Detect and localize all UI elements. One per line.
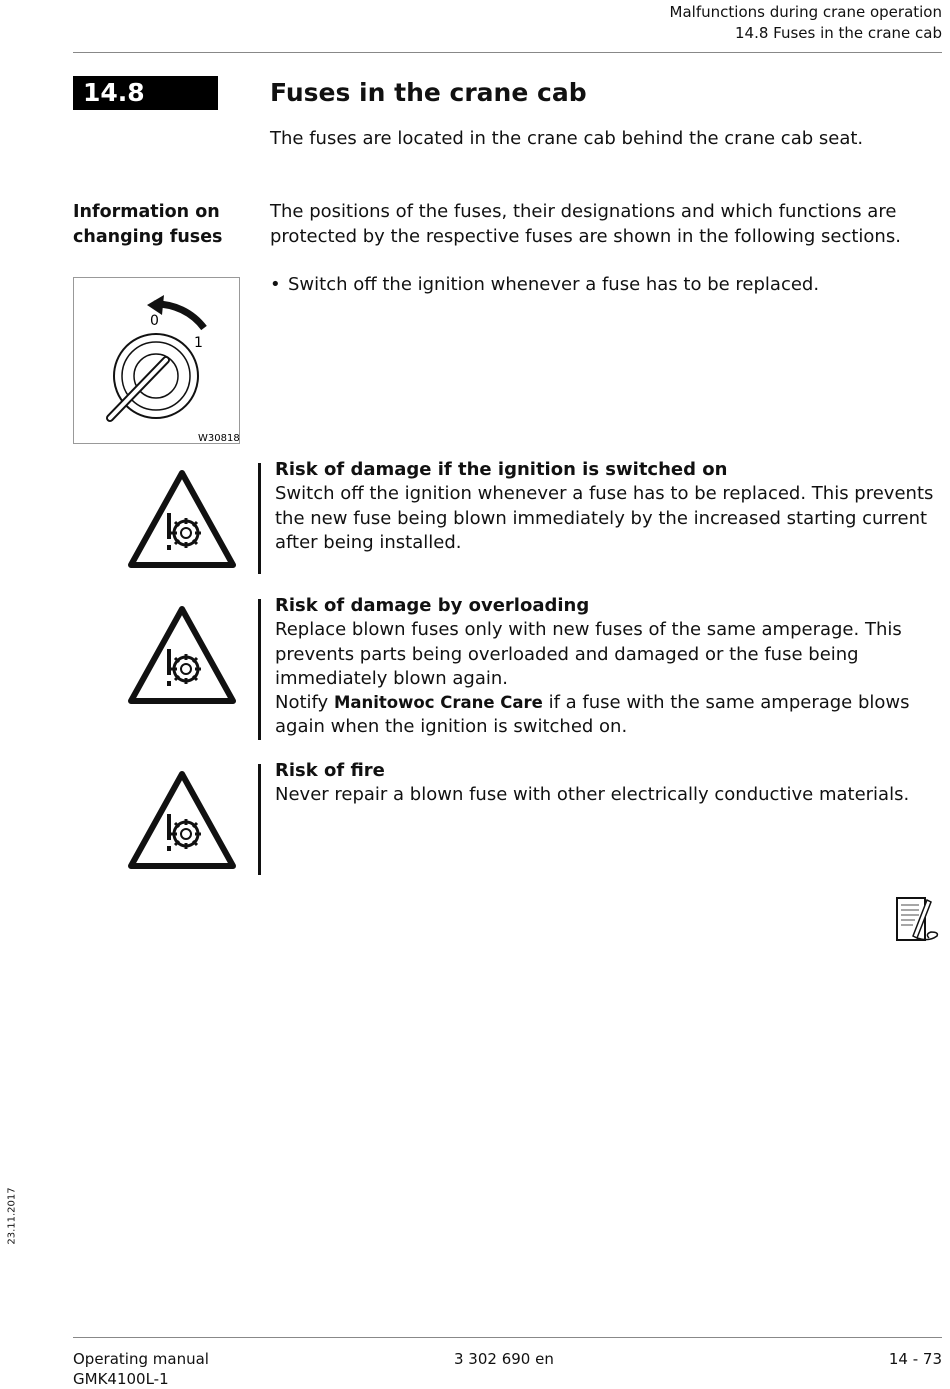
header-chapter: Malfunctions during crane operation xyxy=(669,3,942,21)
warning-text: Replace blown fuses only with new fuses of the same amperage. This prevents parts being overloaded and damaged or the fuse being immediately blown again. xyxy=(275,619,902,689)
date-stamp xyxy=(4,1186,20,1246)
figure-label-0: 0 xyxy=(150,313,159,329)
bullet-dot: • xyxy=(270,274,281,295)
figure-label-1: 1 xyxy=(194,335,203,351)
warning-fire xyxy=(275,759,947,808)
warning-bar xyxy=(258,764,261,875)
header-section: 14.8 Fuses in the crane cab xyxy=(734,24,942,42)
notes-icon xyxy=(895,896,941,948)
warning-text: Switch off the ignition whenever a fuse has to be replaced. This prevents the new fuse being blown immediately by the increased starting current after being installed. xyxy=(275,483,934,553)
warning-title: Risk of damage if the ignition is switched on xyxy=(275,459,728,480)
warning-ignition xyxy=(275,458,947,555)
section-title: Fuses in the crane cab xyxy=(270,78,587,107)
warning-title: Risk of damage by overloading xyxy=(275,595,590,616)
header-rule xyxy=(73,52,942,53)
warning-triangle-icon xyxy=(126,603,238,709)
section-number-box: 14.8 xyxy=(73,76,218,110)
notify-pre: Notify xyxy=(275,692,329,714)
warning-triangle-icon xyxy=(126,467,238,573)
side-heading-line1: Information on xyxy=(73,202,220,222)
running-header xyxy=(670,2,942,44)
warning-bar xyxy=(258,599,261,740)
ignition-key-icon xyxy=(74,278,239,443)
warning-triangle-icon xyxy=(126,768,238,874)
ignition-switch-figure xyxy=(73,277,240,444)
notify-post: if a fuse with the same amperage blows again when the ignition is switched on. xyxy=(275,692,910,738)
warning-title: Risk of fire xyxy=(275,760,385,781)
warning-overloading xyxy=(275,594,947,740)
footer-doc-number: 3 302 690 en xyxy=(454,1350,554,1368)
bullet-text: Switch off the ignition whenever a fuse has to be replaced. xyxy=(288,274,820,295)
footer-left xyxy=(73,1349,209,1389)
side-heading xyxy=(73,200,222,250)
warning-text: Never repair a blown fuse with other electrically conductive materials. xyxy=(275,784,910,806)
section-intro: The fuses are located in the crane cab behind the crane cab seat. xyxy=(270,128,864,149)
footer-manual: Operating manual xyxy=(73,1350,209,1368)
warning-bar xyxy=(258,463,261,574)
notify-brand: Manitowoc Crane Care xyxy=(333,693,543,713)
footer-model: GMK4100L-1 xyxy=(73,1370,169,1388)
bullet-item xyxy=(270,273,930,298)
side-heading-line2: changing fuses xyxy=(73,227,223,247)
footer-rule xyxy=(73,1337,942,1338)
date-text: 23.11.2017 xyxy=(6,1187,18,1245)
footer-page-number: 14 - 73 xyxy=(888,1350,942,1368)
figure-code: W30818 xyxy=(198,433,239,443)
info-paragraph: The positions of the fuses, their designations and which functions are protected by the respective fuses are shown in the following sections. xyxy=(270,201,901,247)
